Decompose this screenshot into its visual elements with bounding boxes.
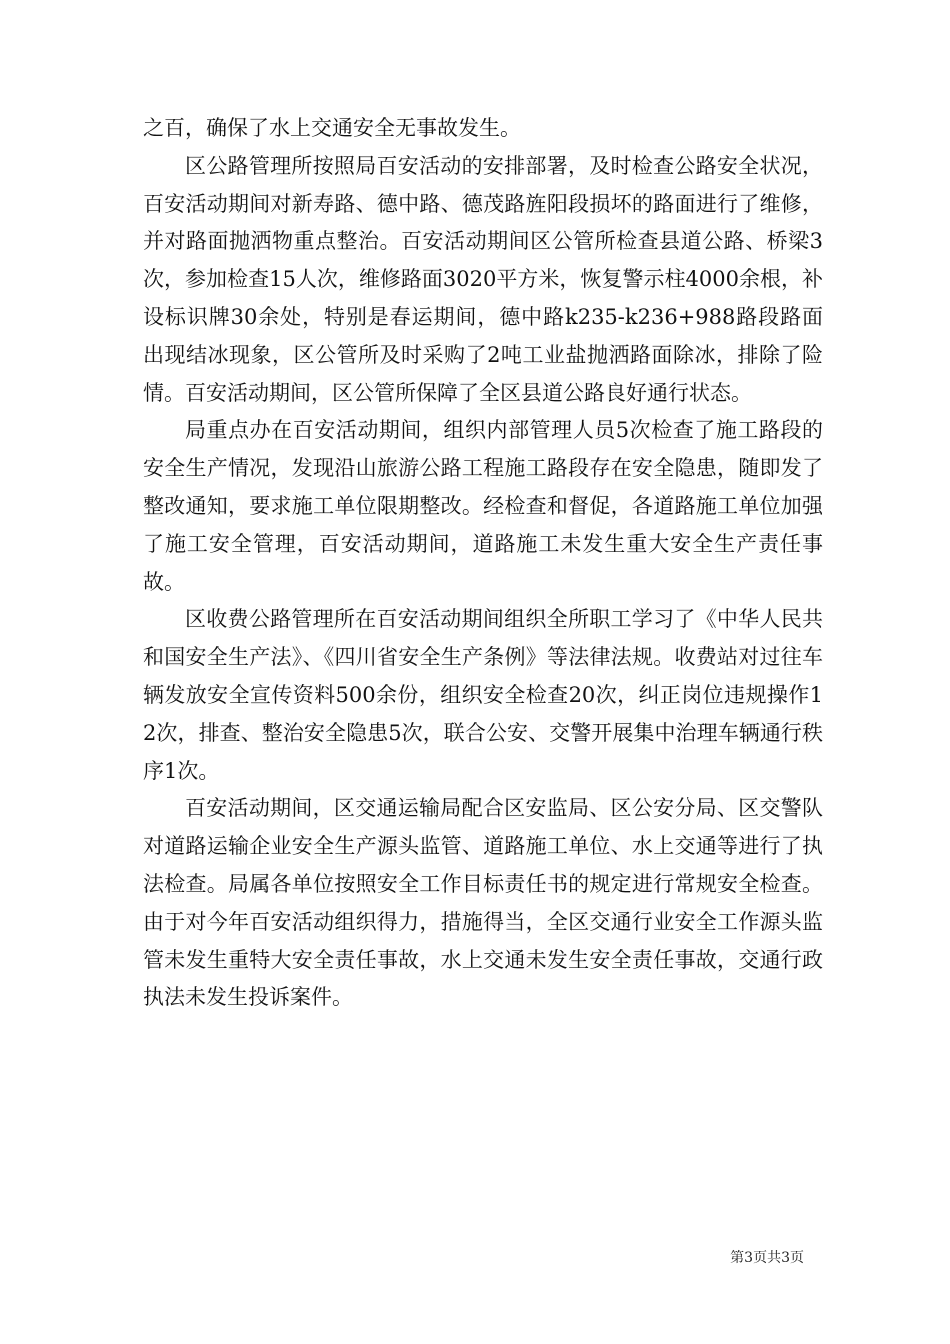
document-body <box>143 110 823 1017</box>
paragraph-key-office: 局重点办在百安活动期间，组织内部管理人员5次检查了施工路段的安全生产情况，发现沿山旅游公路工程施工路段存在安全隐患，随即发了整改通知，要求施工单位限期整改。经检查和督促，各道路施工单位加强了施工安全管理，百安活动期间，道路施工未发生重大安全生产责任事故。 <box>143 418 823 594</box>
paragraph-continuation: 之百，确保了水上交通安全无事故发生。 <box>143 116 521 140</box>
paragraph-summary: 百安活动期间，区交通运输局配合区安监局、区公安分局、区交警队对道路运输企业安全生产源头监管、道路施工单位、水上交通等进行了执法检查。局属各单位按照安全工作目标责任书的规定进行常规安全检查。由于对今年百安活动组织得力，措施得当，全区交通行业安全工作源头监管未发生重特大安全责任事故，水上交通未发生安全责任事故，交通行政执法未发生投诉案件。 <box>143 796 823 1010</box>
paragraph-road-management: 区公路管理所按照局百安活动的安排部署，及时检查公路安全状况，百安活动期间对新寿路、德中路、德茂路旌阳段损坏的路面进行了维修，并对路面抛洒物重点整治。百安活动期间区公管所检查县道公路、桥梁3次，参加检查15人次，维修路面3020平方米，恢复警示柱4000余根，补设标识牌30余处，特别是春运期间，德中路k235-k236+988路段路面出现结冰现象，区公管所及时采购了2吨工业盐抛洒路面除冰，排除了险情。百安活动期间，区公管所保障了全区县道公路良好通行状态。 <box>143 153 823 405</box>
page-number: 第3页共3页 <box>730 1250 804 1266</box>
paragraph-toll-road: 区收费公路管理所在百安活动期间组织全所职工学习了《中华人民共和国安全生产法》、《四川省安全生产条例》等法律法规。收费站对过往车辆发放安全宣传资料500余份，组织安全检查20次，纠正岗位违规操作12次，排查、整治安全隐患5次，联合公安、交警开展集中治理车辆通行秩序1次。 <box>143 607 823 783</box>
